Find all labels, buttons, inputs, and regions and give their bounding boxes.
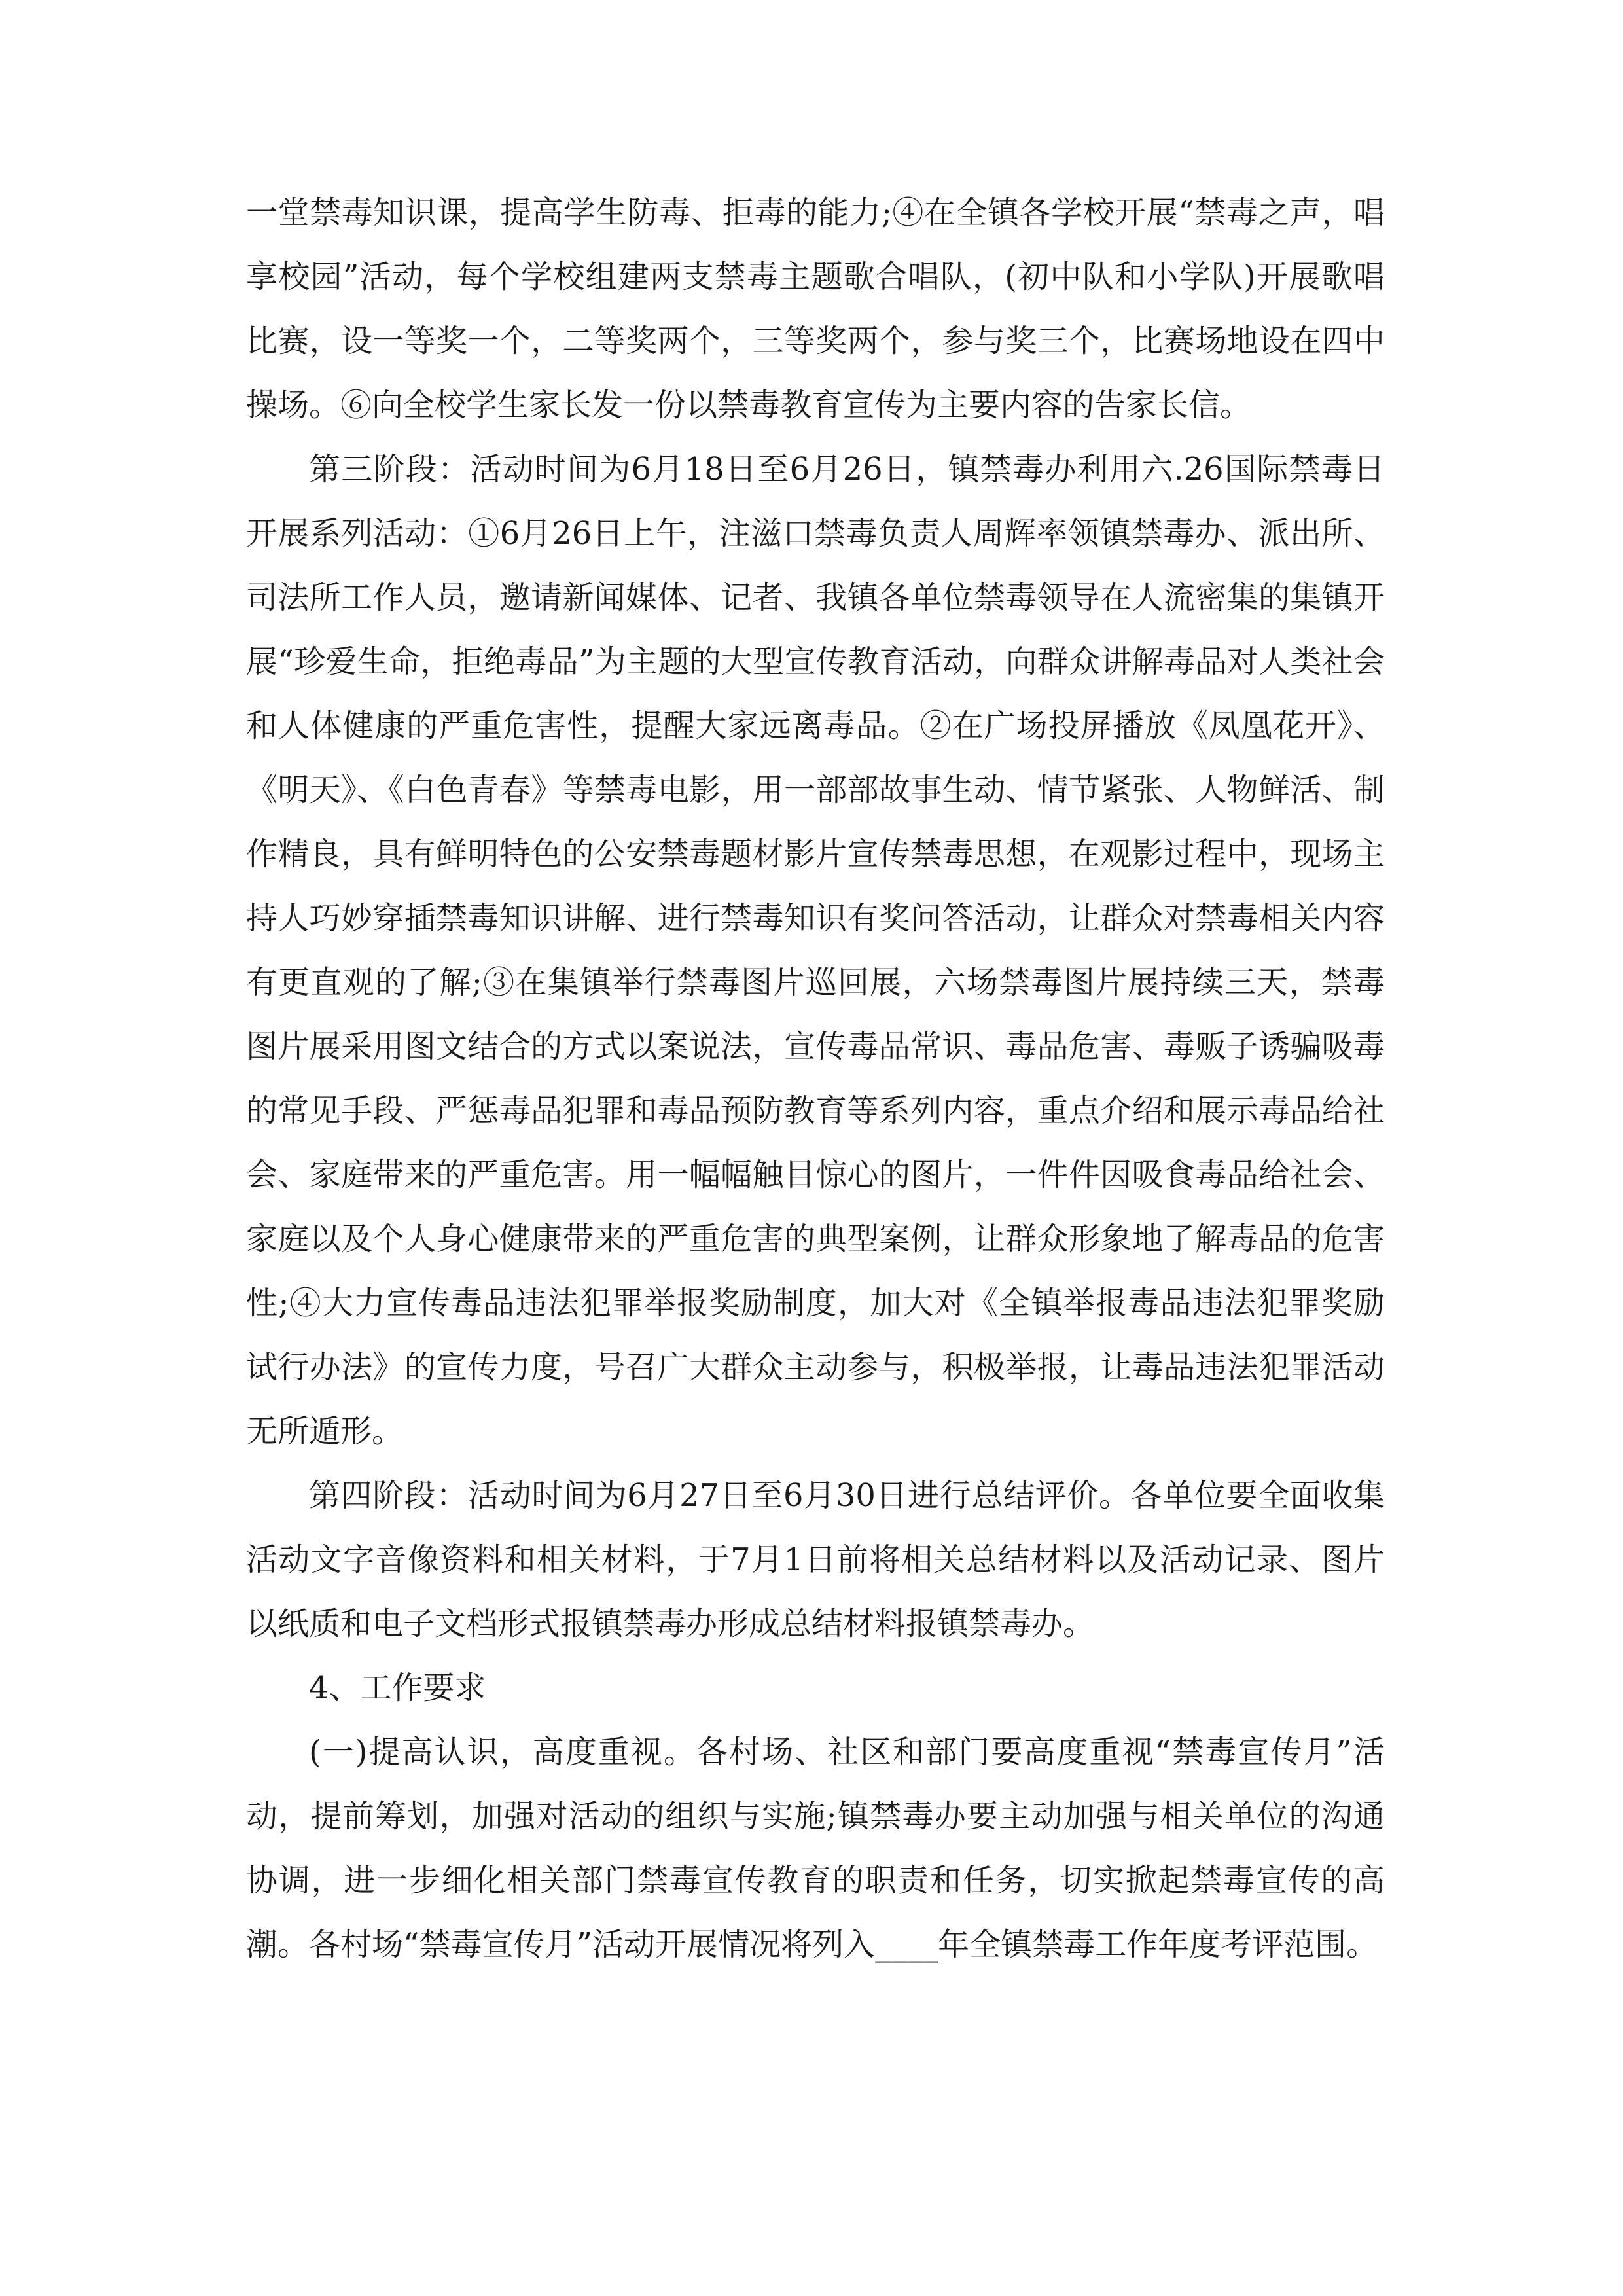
paragraph-stage-four: 第四阶段：活动时间为6月27日至6月30日进行总结评价。各单位要全面收集活动文字音像资料和相关材料，于7月1日前将相关总结材料以及活动记录、图片以纸质和电子文档形式报镇禁毒办形成总结材料报镇禁毒办。 [246, 1477, 1385, 1642]
paragraph-requirement-one: (一)提高认识，高度重视。各村场、社区和部门要高度重视“禁毒宣传月”活动，提前筹划，加强对活动的组织与实施;镇禁毒办要主动加强与相关单位的沟通协调，进一步细化相关部门禁毒宣传教育的职责和任务，切实掀起禁毒宣传的高潮。各村场“禁毒宣传月”活动开展情况将列入____年全镇禁毒工作年度考评范围。 [246, 1734, 1385, 1963]
document-page [246, 181, 1385, 1977]
paragraph-stage-three: 第三阶段：活动时间为6月18日至6月26日，镇禁毒办利用六.26国际禁毒日开展系列活动：①6月26日上午，注滋口禁毒负责人周辉率领镇禁毒办、派出所、司法所工作人员，邀请新闻媒体、记者、我镇各单位禁毒领导在人流密集的集镇开展“珍爱生命，拒绝毒品”为主题的大型宣传教育活动，向群众讲解毒品对人类社会和人体健康的严重危害性，提醒大家远离毒品。②在广场投屏播放《凤凰花开》、《明天》、《白色青春》等禁毒电影，用一部部故事生动、情节紧张、人物鲜活、制作精良，具有鲜明特色的公安禁毒题材影片宣传禁毒思想，在观影过程中，现场主持人巧妙穿插禁毒知识讲解、进行禁毒知识有奖问答活动，让群众对禁毒相关内容有更直观的了解;③在集镇举行禁毒图片巡回展，六场禁毒图片展持续三天，禁毒图片展采用图文结合的方式以案说法，宣传毒品常识、毒品危害、毒贩子诱骗吸毒的常见手段、严惩毒品犯罪和毒品预防教育等系列内容，重点介绍和展示毒品给社会、家庭带来的严重危害。用一幅幅触目惊心的图片，一件件因吸食毒品给社会、家庭以及个人身心健康带来的严重危害的典型案例，让群众形象地了解毒品的危害性;④大力宣传毒品违法犯罪举报奖励制度，加大对《全镇举报毒品违法犯罪奖励试行办法》的宣传力度，号召广大群众主动参与，积极举报，让毒品违法犯罪活动无所遁形。 [246, 451, 1385, 1450]
section-heading-work-requirements: 4、工作要求 [309, 1670, 486, 1706]
paragraph-school-activities: 一堂禁毒知识课，提高学生防毒、拒毒的能力;④在全镇各学校开展“禁毒之声，唱享校园”活动，每个学校组建两支禁毒主题歌合唱队，(初中队和小学队)开展歌唱比赛，设一等奖一个，二等奖两个，三等奖两个，参与奖三个，比赛场地设在四中操场。⑥向全校学生家长发一份以禁毒教育宣传为主要内容的告家长信。 [246, 194, 1385, 423]
